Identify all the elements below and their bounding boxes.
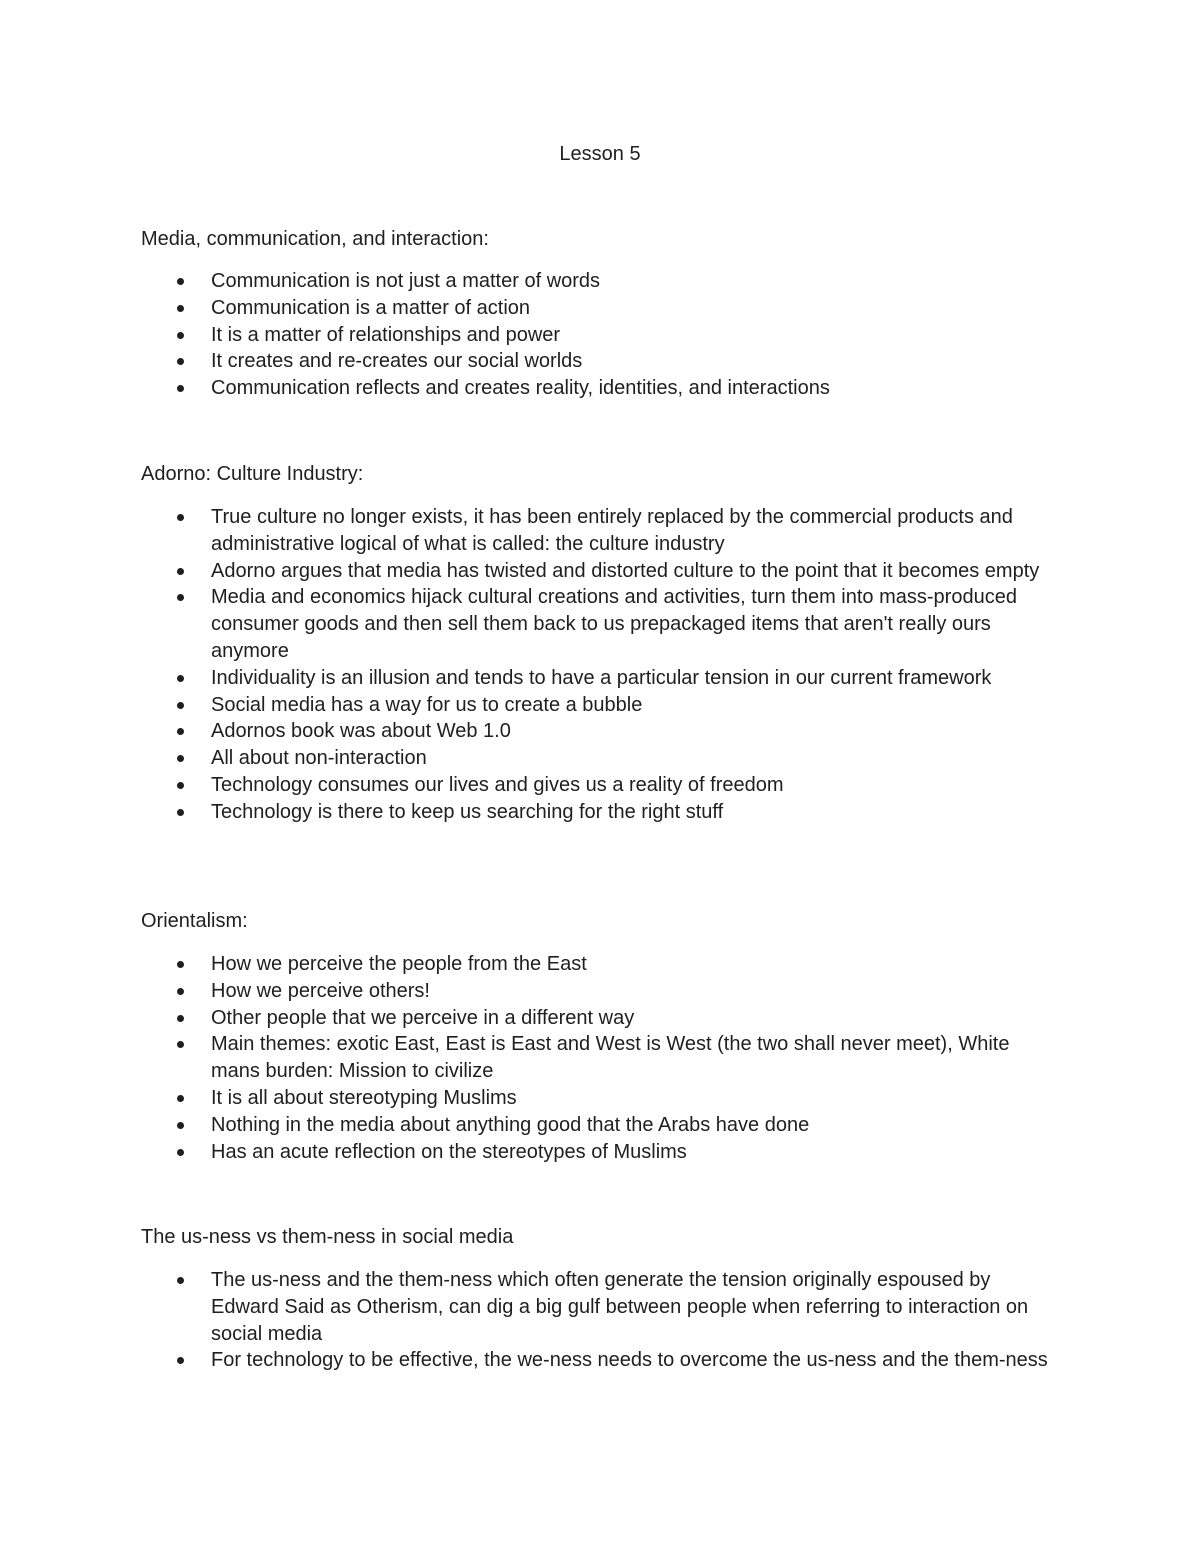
list-item-text: It is a matter of relationships and power xyxy=(211,323,561,346)
bullet-icon xyxy=(177,961,184,968)
list-item xyxy=(141,322,1061,349)
bullet-icon xyxy=(177,358,184,365)
bullet-icon xyxy=(177,702,184,709)
bullet-list xyxy=(141,504,1061,826)
bullet-icon xyxy=(177,385,184,392)
list-item-text: Social media has a way for us to create a bubble xyxy=(211,693,643,716)
bullet-icon xyxy=(177,514,184,521)
page-title: Lesson 5 xyxy=(559,143,641,165)
list-item-text: True culture no longer exists, it has been entirely replaced by the commercial products and administrative logical of what is called: the culture industry xyxy=(211,506,1013,555)
list-item xyxy=(141,718,1061,745)
section-heading: The us-ness vs them-ness in social media xyxy=(141,1226,514,1248)
bullet-icon xyxy=(177,568,184,575)
list-item xyxy=(141,951,1061,978)
list-item-text: How we perceive others! xyxy=(211,979,430,1002)
bullet-list xyxy=(141,268,1061,402)
list-item xyxy=(141,558,1061,585)
section-heading: Adorno: Culture Industry: xyxy=(141,463,364,485)
list-item xyxy=(141,295,1061,322)
list-item-text: The us-ness and the them-ness which often generate the tension originally espoused by Edward Said as Otherism, can dig a big gulf between people when referring to interaction on social media xyxy=(211,1269,1029,1345)
list-item-text: Has an acute reflection on the stereotypes of Muslims xyxy=(211,1140,687,1163)
list-item xyxy=(141,1031,1061,1085)
list-item-text: Adorno argues that media has twisted and distorted culture to the point that it becomes empty xyxy=(211,559,1040,582)
list-item xyxy=(141,1112,1061,1139)
bullet-list xyxy=(141,951,1061,1165)
list-item xyxy=(141,504,1061,558)
bullet-icon xyxy=(177,305,184,312)
list-item-text: For technology to be effective, the we-ness needs to overcome the us-ness and the them-ness xyxy=(211,1349,1048,1372)
list-item xyxy=(141,1005,1061,1032)
list-item-text: Communication is a matter of action xyxy=(211,296,531,319)
bullet-icon xyxy=(177,1357,184,1364)
list-item-text: Other people that we perceive in a different way xyxy=(211,1006,635,1029)
list-item-text: Individuality is an illusion and tends to have a particular tension in our current framework xyxy=(211,666,992,689)
list-item-text: Nothing in the media about anything good that the Arabs have done xyxy=(211,1113,810,1136)
bullet-icon xyxy=(177,1041,184,1048)
bullet-icon xyxy=(177,728,184,735)
list-item xyxy=(141,1085,1061,1112)
bullet-icon xyxy=(177,1149,184,1156)
bullet-icon xyxy=(177,1015,184,1022)
bullet-icon xyxy=(177,675,184,682)
list-item xyxy=(141,665,1061,692)
list-item xyxy=(141,348,1061,375)
list-item-text: It creates and re-creates our social worlds xyxy=(211,350,583,373)
list-item-text: Technology consumes our lives and gives us a reality of freedom xyxy=(211,773,784,796)
list-item-text: Main themes: exotic East, East is East and West is West (the two shall never meet), White mans burden: Mission to civilize xyxy=(211,1033,1010,1083)
section-us-ness-vs-them-ness xyxy=(141,1224,1061,1374)
bullet-icon xyxy=(177,1095,184,1102)
bullet-icon xyxy=(177,332,184,339)
section-media-communication xyxy=(141,226,1061,402)
list-item-text: All about non-interaction xyxy=(211,747,427,770)
list-item xyxy=(141,692,1061,719)
list-item-text: How we perceive the people from the East xyxy=(211,953,587,975)
list-item xyxy=(141,978,1061,1005)
bullet-icon xyxy=(177,594,184,601)
section-heading: Orientalism: xyxy=(141,910,248,932)
bullet-icon xyxy=(177,1277,184,1284)
list-item-text: Technology is there to keep us searching for the right stuff xyxy=(211,800,724,823)
bullet-icon xyxy=(177,755,184,762)
section-heading: Media, communication, and interaction: xyxy=(141,228,489,250)
bullet-icon xyxy=(177,1122,184,1129)
bullet-list xyxy=(141,1267,1061,1374)
list-item xyxy=(141,799,1061,826)
list-item xyxy=(141,1267,1061,1347)
list-item xyxy=(141,584,1061,664)
bullet-icon xyxy=(177,988,184,995)
list-item xyxy=(141,772,1061,799)
section-orientalism xyxy=(141,908,1061,1165)
list-item xyxy=(141,1347,1061,1374)
list-item xyxy=(141,745,1061,772)
bullet-icon xyxy=(177,782,184,789)
list-item xyxy=(141,375,1061,402)
list-item-text: It is all about stereotyping Muslims xyxy=(211,1086,517,1109)
list-item xyxy=(141,268,1061,295)
bullet-icon xyxy=(177,809,184,816)
section-adorno-culture-industry xyxy=(141,461,1061,826)
list-item-text: Adornos book was about Web 1.0 xyxy=(211,720,511,743)
list-item-text: Communication is not just a matter of words xyxy=(211,270,601,292)
list-item-text: Communication reflects and creates reality, identities, and interactions xyxy=(211,377,830,400)
bullet-icon xyxy=(177,278,184,285)
list-item xyxy=(141,1139,1061,1166)
list-item-text: Media and economics hijack cultural creations and activities, turn them into mass-produced consumer goods and then sell them back to us prepackaged items that aren't really ours anymore xyxy=(211,586,1017,662)
